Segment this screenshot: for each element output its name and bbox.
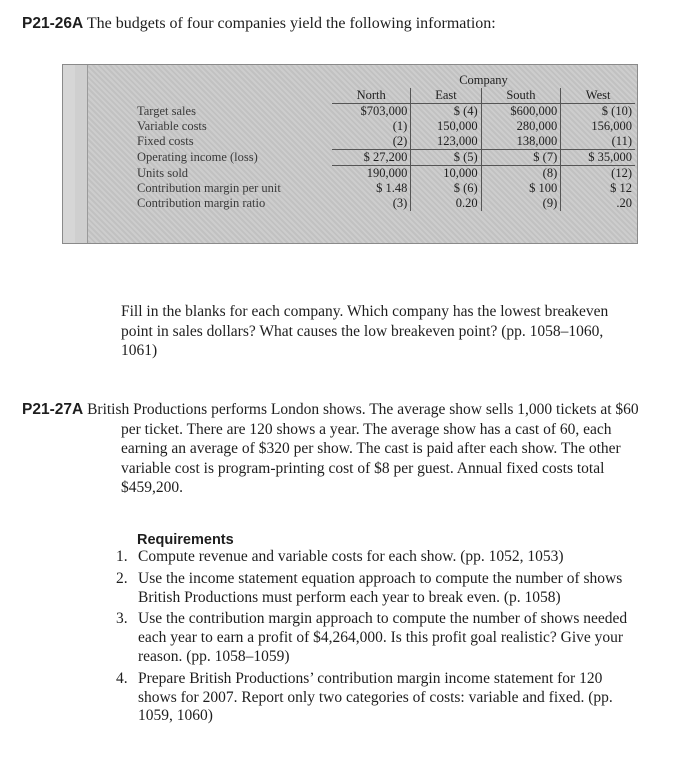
table-row: Fixed costs (2) 123,000 138,000 (11) xyxy=(135,134,635,150)
table-row: Contribution margin ratio (3) 0.20 (9) .20 xyxy=(137,196,632,210)
column-header: North xyxy=(332,88,411,104)
budget-table xyxy=(62,64,638,244)
company-header: Company xyxy=(459,73,508,87)
problem-26-heading-text: The budgets of four companies yield the following information: xyxy=(86,15,496,32)
list-item: 3. Use the contribution margin approach to compute the number of shows needed each year to earn a profit of $4,264,000. Is this profit goal realistic? Give your reason. (pp. 1058–1059) xyxy=(116,610,628,665)
table-margin-strip xyxy=(75,65,88,243)
list-item: 4. Prepare British Productions’ contribution margin income statement for 120 shows for 2007. Report only two categories of costs: variable and fixed. (pp. 1059, 1060) xyxy=(116,669,613,725)
column-header: East xyxy=(411,88,481,104)
requirements-list xyxy=(116,548,644,729)
problem-26-question: Fill in the blanks for each company. Which company has the lowest breakeven point in sales dollars? What causes the low breakeven point? (pp. 1058–1060, 1061) xyxy=(121,303,609,359)
problem-27-text: British Productions performs London shows. The average show sells 1,000 tickets at $60 per ticket. There are 120 shows a year. The average show has a cast of 60, each earning an average of $320 per show. The cast is paid after each show. The other variable cost is program-printing cost of $8 per guest. Annual fixed costs total $459,200. xyxy=(87,401,639,496)
table-row: Variable costs (1) 150,000 280,000 156,000 xyxy=(137,119,632,133)
table-row: Contribution margin per unit $ 1.48 $ (6) $ 100 $ 12 xyxy=(137,181,632,195)
table-row: Operating income (loss) $ 27,200 $ (5) $ (7) $ 35,000 xyxy=(135,150,635,166)
problem-27-number: P21-27A xyxy=(22,401,84,418)
list-item: 1. Compute revenue and variable costs for each show. (pp. 1052, 1053) xyxy=(116,548,564,565)
problem-27 xyxy=(22,400,642,498)
table-row: Units sold 190,000 10,000 (8) (12) xyxy=(137,165,632,180)
list-item: 2. Use the income statement equation approach to compute the number of shows British Productions must perform each year to break even. (p. 1058) xyxy=(116,569,623,606)
column-header: West xyxy=(561,88,635,104)
budget-grid xyxy=(135,73,635,211)
problem-26-number: P21-26A xyxy=(22,15,84,32)
column-header: South xyxy=(481,88,561,104)
requirements-title: Requirements xyxy=(137,532,234,548)
table-row: Target sales $703,000 $ (4) $600,000 $ (10) xyxy=(137,103,632,118)
problem-26-heading xyxy=(22,14,496,34)
